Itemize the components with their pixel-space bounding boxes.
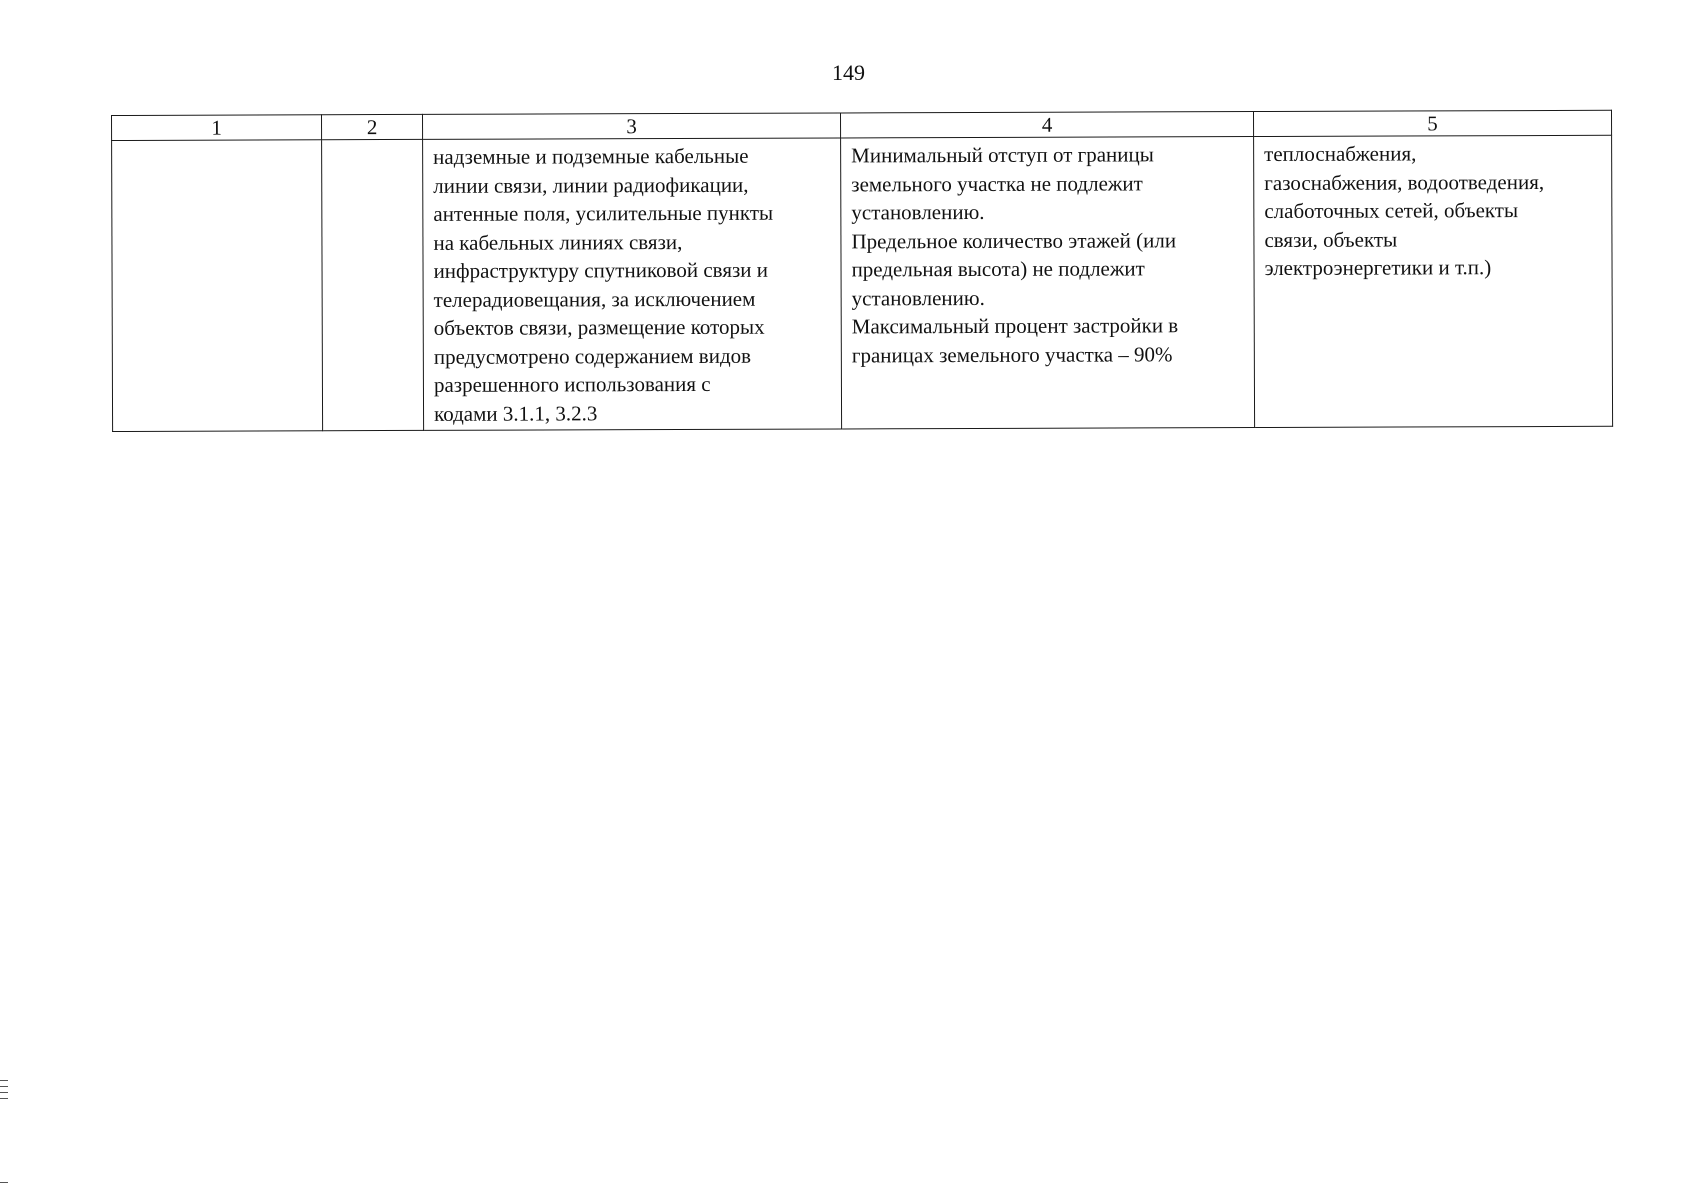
table-row — [112, 135, 1613, 431]
cell-col-1-text — [122, 143, 311, 144]
cell-col-1 — [112, 140, 323, 432]
permitted-use-text: надземные и подземные кабельные линии связи, линии радиофикации, антенные поля, усилительные пункты на кабельных линиях связи, инфраструктуру спутниковой связи и телерадиовещания, за исключением объектов связи, размещение которых предусмотрено содержанием видов разрешенного использования с кодами 3.1.1, 3.2.3 — [433, 143, 774, 426]
margin-mark — [0, 1092, 8, 1093]
column-header-5: 5 — [1253, 110, 1611, 136]
notes-text: теплоснабжения, газоснабжения, водоотведения, слаботочных сетей, объекты связи, объекты электроэнергетики и т.п.) — [1264, 141, 1545, 280]
margin-mark — [0, 1098, 8, 1099]
column-header-2: 2 — [322, 114, 423, 139]
margin-mark — [0, 1086, 8, 1087]
page-number: 149 — [832, 60, 865, 85]
cell-notes — [1254, 135, 1613, 427]
margin-mark — [0, 1080, 8, 1081]
cell-col-2 — [322, 139, 424, 430]
zoning-table — [111, 110, 1613, 432]
column-header-3: 3 — [422, 113, 840, 139]
column-header-1: 1 — [112, 115, 322, 141]
cell-parameters — [841, 137, 1255, 429]
column-header-4: 4 — [840, 112, 1253, 138]
parameters-text: Минимальный отступ от границы земельного участка не подлежит установлению. Предельное количество этажей (или предельная высота) не подлежит установлению. Максимальный процент застройки в границах земельного участка – 90% — [851, 142, 1179, 367]
margin-mark — [0, 1182, 8, 1183]
cell-permitted-use — [423, 138, 842, 430]
